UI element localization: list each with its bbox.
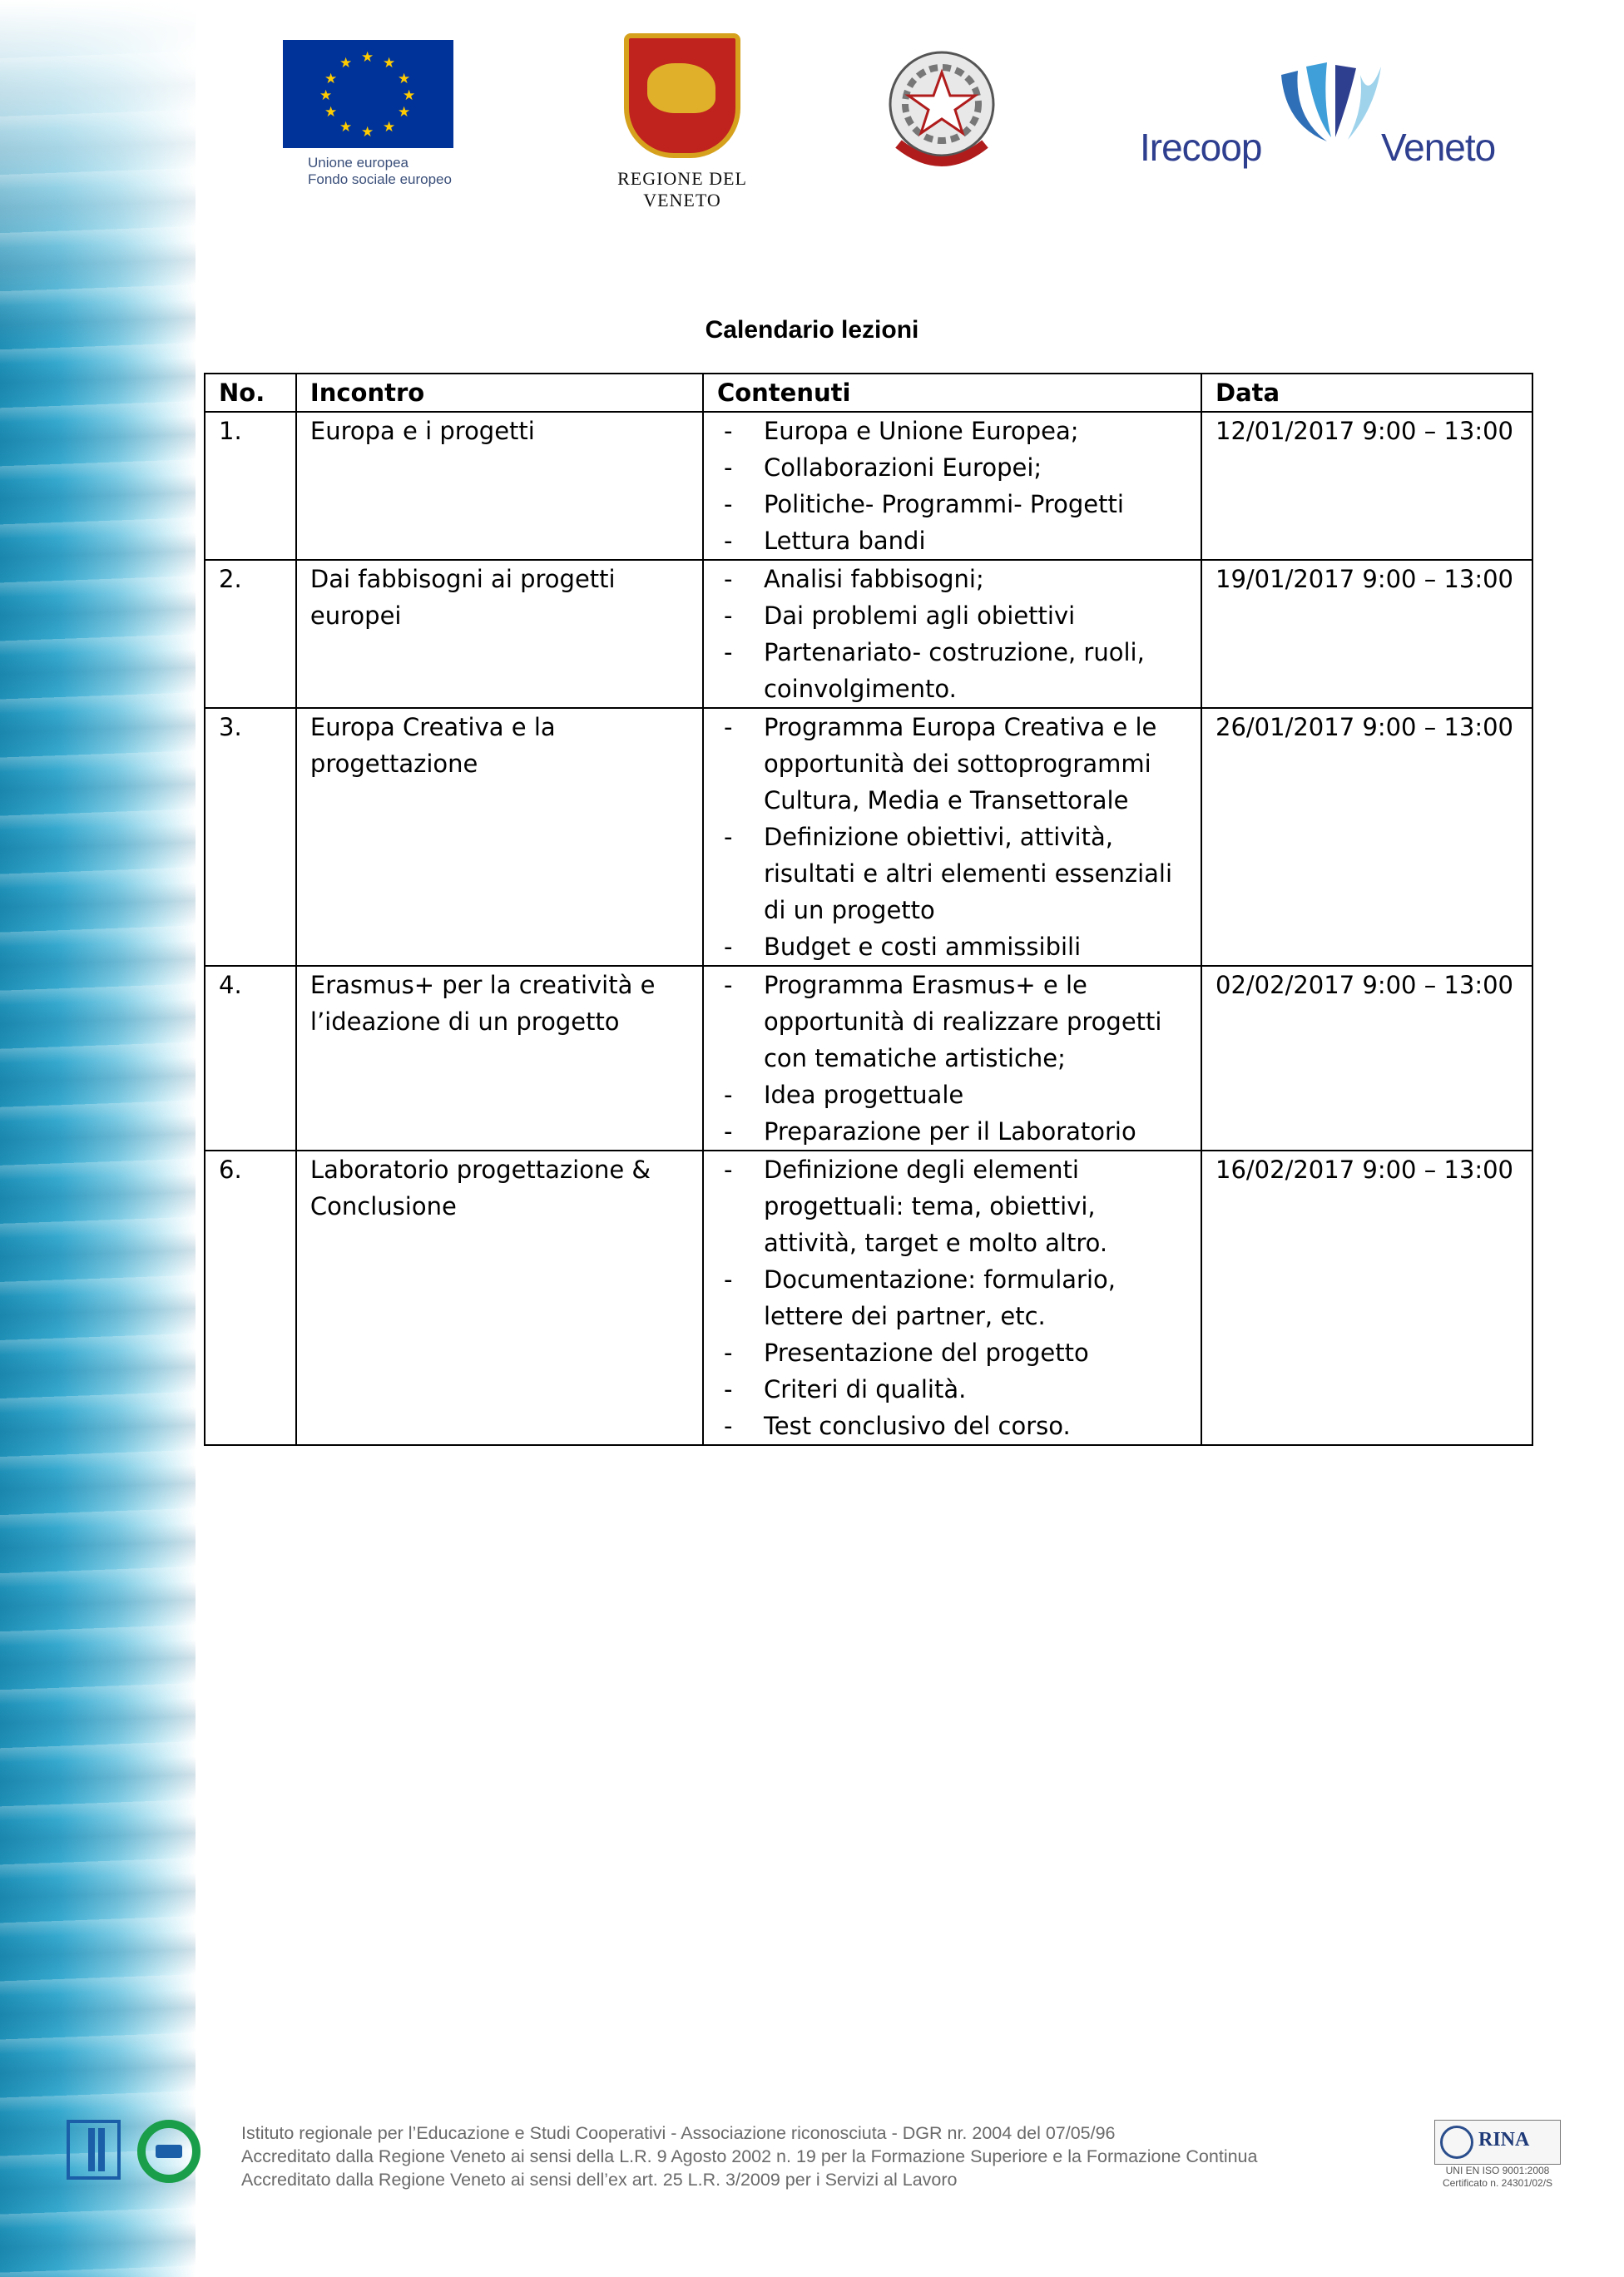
list-item (717, 1261, 1189, 1334)
header-no: No. (205, 374, 296, 412)
list-item (717, 597, 1189, 634)
list-item-text: Programma Erasmus+ e le opportunità di realizzare progetti con tematiche artistiche; (763, 971, 1162, 1072)
list-item (717, 1408, 1189, 1444)
globe-icon (1440, 2126, 1473, 2159)
cell-contenuti (703, 708, 1201, 966)
list-item (717, 1334, 1189, 1371)
list-item (717, 1113, 1189, 1150)
list-item (717, 709, 1189, 819)
regione-veneto-label: REGIONE DEL VENETO (617, 168, 747, 210)
list-item-text: Criteri di qualità. (763, 1375, 967, 1403)
cell-data: 12/01/2017 9:00 – 13:00 (1201, 412, 1532, 560)
dash-bullet-icon: - (723, 1117, 733, 1146)
cell-incontro: Laboratorio progettazione & Conclusione (296, 1151, 703, 1445)
dash-bullet-icon: - (723, 713, 733, 741)
irecoop-veneto-logo (1140, 58, 1506, 183)
list-item (717, 1077, 1189, 1113)
eu-logo-line-1: Unione europea (308, 155, 408, 171)
dash-bullet-icon: - (723, 1081, 733, 1109)
irecoop-label: Irecoop (1140, 126, 1262, 169)
list-item (717, 634, 1189, 707)
table-row (205, 412, 1532, 560)
list-item-text: Definizione degli elementi progettuali: tema, obiettivi, attività, target e molto altro. (763, 1156, 1108, 1257)
calendar-table (204, 373, 1533, 1446)
footer-line: Accreditato dalla Regione Veneto ai sensi della L.R. 9 Agosto 2002 n. 19 per la Formazione Superiore e la Formazione Continua (241, 2146, 1258, 2166)
cell-data: 16/02/2017 9:00 – 13:00 (1201, 1151, 1532, 1445)
footer (67, 2120, 1564, 2195)
list-item (717, 928, 1189, 965)
list-item-text: Preparazione per il Laboratorio (763, 1117, 1136, 1146)
list-item (717, 413, 1189, 449)
cert-standard: UNI EN ISO 9001:2008 (1445, 2165, 1550, 2176)
cell-contenuti (703, 1151, 1201, 1445)
list-item-text: Presentazione del progetto (763, 1339, 1089, 1367)
dash-bullet-icon: - (723, 601, 733, 630)
list-item-text: Partenariato- costruzione, ruoli, coinvolgimento. (763, 638, 1145, 703)
eu-logo (283, 40, 453, 188)
cell-incontro: Dai fabbisogni ai progetti europei (296, 560, 703, 708)
cell-data: 19/01/2017 9:00 – 13:00 (1201, 560, 1532, 708)
list-item-text: Collaborazioni Europei; (763, 453, 1042, 482)
cell-no: 4. (205, 966, 296, 1151)
cell-no: 1. (205, 412, 296, 560)
veneto-label: Veneto (1381, 126, 1496, 169)
table-row (205, 708, 1532, 966)
cell-data: 02/02/2017 9:00 – 13:00 (1201, 966, 1532, 1151)
contenuti-list (717, 967, 1189, 1150)
table-header-row (205, 374, 1532, 412)
cell-data: 26/01/2017 9:00 – 13:00 (1201, 708, 1532, 966)
table-row (205, 1151, 1532, 1445)
list-item-text: Documentazione: formulario, lettere dei partner, etc. (763, 1265, 1116, 1330)
dash-bullet-icon: - (723, 565, 733, 593)
irecoop-mark-icon (1269, 58, 1385, 150)
dash-bullet-icon: - (723, 417, 733, 445)
eu-flag-icon: ★ ★ ★ ★ ★ ★ ★ ★ ★ ★ ★ ★ (283, 40, 453, 148)
cell-contenuti (703, 966, 1201, 1151)
header-contenuti: Contenuti (703, 374, 1201, 412)
dash-bullet-icon: - (723, 1156, 733, 1184)
dash-bullet-icon: - (723, 933, 733, 961)
contenuti-list (717, 561, 1189, 707)
list-item (717, 449, 1189, 486)
page-title: Calendario lezioni (705, 316, 919, 344)
dash-bullet-icon: - (723, 1339, 733, 1367)
list-item-text: Politiche- Programmi- Progetti (763, 490, 1124, 518)
cell-contenuti (703, 412, 1201, 560)
cell-incontro: Europa e i progetti (296, 412, 703, 560)
cell-contenuti (703, 560, 1201, 708)
list-item (717, 819, 1189, 928)
header-logos (275, 33, 1506, 210)
contenuti-list (717, 1151, 1189, 1444)
cert-number: Certificato n. 24301/02/S (1442, 2177, 1553, 2189)
dash-bullet-icon: - (723, 453, 733, 482)
list-item (717, 967, 1189, 1077)
list-item (717, 561, 1189, 597)
cell-no: 3. (205, 708, 296, 966)
cell-no: 6. (205, 1151, 296, 1445)
certification-badge (1431, 2120, 1564, 2190)
dash-bullet-icon: - (723, 823, 733, 851)
footer-line: Istituto regionale per l’Educazione e Studi Cooperativi - Associazione riconosciuta - DGR nr. 2004 del 07/05/96 (241, 2123, 1116, 2143)
dash-bullet-icon: - (723, 638, 733, 666)
list-item-text: Europa e Unione Europea; (763, 417, 1079, 445)
list-item-text: Analisi fabbisogni; (763, 565, 984, 593)
dash-bullet-icon: - (723, 1412, 733, 1440)
list-item (717, 1371, 1189, 1408)
cell-no: 2. (205, 560, 296, 708)
list-item-text: Definizione obiettivi, attività, risultati e altri elementi essenziali di un progetto (763, 823, 1173, 924)
header-data: Data (1201, 374, 1532, 412)
eu-logo-line-2: Fondo sociale europeo (308, 171, 452, 187)
repubblica-italiana-emblem (874, 46, 1011, 183)
list-item (717, 522, 1189, 559)
dash-bullet-icon: - (723, 527, 733, 555)
contenuti-list (717, 709, 1189, 965)
dash-bullet-icon: - (723, 1265, 733, 1294)
footer-line: Accreditato dalla Regione Veneto ai sensi dell’ex art. 25 L.R. 3/2009 per i Servizi al Lavoro (241, 2170, 958, 2190)
lion-of-st-mark-icon (624, 33, 740, 158)
cell-incontro: Erasmus+ per la creatività e l’ideazione di un progetto (296, 966, 703, 1151)
dash-bullet-icon: - (723, 971, 733, 999)
table-row (205, 560, 1532, 708)
regione-veneto-logo (595, 33, 770, 211)
list-item-text: Idea progettuale (763, 1081, 964, 1109)
rina-label: RINA (1478, 2129, 1530, 2151)
footer-text (241, 2121, 1257, 2191)
list-item-text: Lettura bandi (763, 527, 926, 555)
cell-incontro: Europa Creativa e la progettazione (296, 708, 703, 966)
list-item-text: Budget e costi ammissibili (763, 933, 1082, 961)
list-item (717, 1151, 1189, 1261)
cooperative-logo-icon (137, 2120, 201, 2183)
contenuti-list (717, 413, 1189, 559)
header-incontro: Incontro (296, 374, 703, 412)
dash-bullet-icon: - (723, 1375, 733, 1403)
list-item-text: Test conclusivo del corso. (763, 1412, 1071, 1440)
list-item-text: Dai problemi agli obiettivi (763, 601, 1076, 630)
list-item (717, 486, 1189, 522)
list-item-text: Programma Europa Creativa e le opportunità dei sottoprogrammi Cultura, Media e Transettorale (763, 713, 1157, 814)
institute-logo-icon (67, 2120, 121, 2180)
table-row (205, 966, 1532, 1151)
dash-bullet-icon: - (723, 490, 733, 518)
